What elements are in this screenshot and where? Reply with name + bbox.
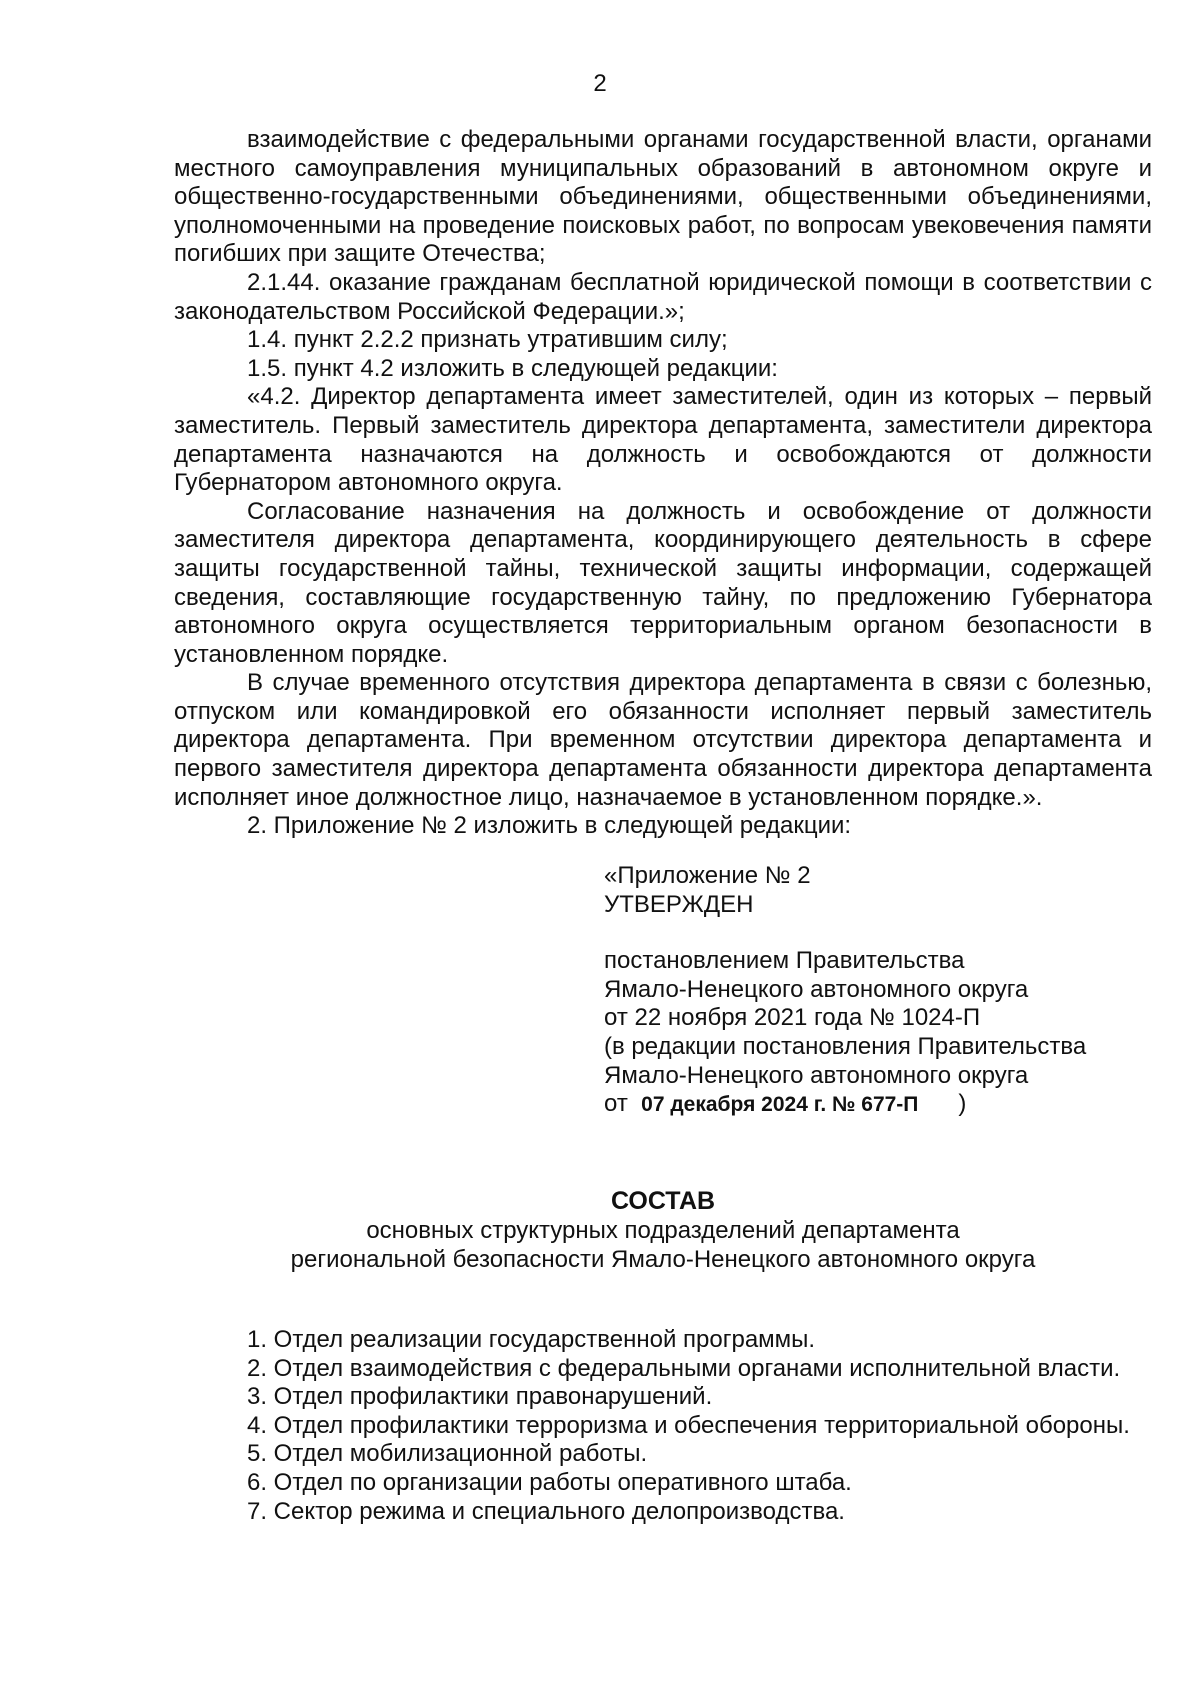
approval-line-4: (в редакции постановления Правительства	[604, 1032, 1087, 1060]
approval-block	[604, 862, 1164, 1120]
list-item: 5. Отдел мобилизационной работы.	[247, 1440, 648, 1468]
amendment-reference: 07 декабря 2024 г. № 677-П	[641, 1093, 919, 1117]
spacer	[604, 919, 1164, 947]
list-item: 4. Отдел профилактики терроризма и обеспечения территориальной обороны.	[247, 1411, 1130, 1439]
paragraph-2-1-44: 2.1.44. оказание гражданам бесплатной юридической помощи в соответствии с законодательством Российской Федерации.»;	[174, 268, 1152, 325]
approval-line-3: от 22 ноября 2021 года № 1024-П	[604, 1004, 981, 1032]
subtitle-line-1: основных структурных подразделений департамента	[366, 1217, 960, 1244]
document-heading: СОСТАВ	[610, 1187, 716, 1215]
paragraph-1-5: 1.5. пункт 4.2 изложить в следующей редакции:	[247, 354, 778, 382]
list-item: 7. Сектор режима и специального делопроизводства.	[247, 1497, 845, 1525]
page-number: 2	[593, 70, 607, 97]
list-item: 3. Отдел профилактики правонарушений.	[247, 1383, 713, 1411]
list-item: 1. Отдел реализации государственной программы.	[247, 1326, 816, 1353]
list-item: 2. Отдел взаимодействия с федеральными органами исполнительной власти.	[247, 1354, 1121, 1382]
paragraph-appendix-2: 2. Приложение № 2 изложить в следующей редакции:	[247, 812, 852, 840]
approved-label: УТВЕРЖДЕН	[604, 890, 754, 918]
department-list	[174, 1326, 1152, 1526]
from-prefix: от	[604, 1090, 628, 1118]
paragraph-interaction: взаимодействие с федеральными органами государственной власти, органами местного самоуправления муниципальных образований в автономном округе и общественно-государственными объединениями, общественными объединениями, уполномоченными на проведение поисковых работ, по вопросам увековечения памяти погибших при защите Отечества;	[174, 126, 1152, 268]
approval-line-1: постановлением Правительства	[604, 947, 965, 975]
paragraph-approval-procedure: Согласование назначения на должность и освобождение от должности заместителя директора департамента, координирующего деятельность в сфере защиты государственной тайны, технической защиты информации, содержащей сведения, составляющие государственную тайну, по предложению Губернатора автономного округа осуществляется территориальным органом безопасности в установленном порядке.	[174, 497, 1152, 668]
appendix-label: «Приложение № 2	[604, 862, 811, 889]
paragraph-4-2: «4.2. Директор департамента имеет заместителей, один из которых – первый заместитель. Первый заместитель директора департамента, заместители директора департамента назначаются на должность и освобождаются от должности Губернатором автономного округа.	[174, 383, 1152, 497]
subtitle-line-2: региональной безопасности Ямало-Ненецкого автономного округа	[290, 1245, 1036, 1273]
approval-line-5: Ямало-Ненецкого автономного округа	[604, 1061, 1029, 1089]
approval-line-2: Ямало-Ненецкого автономного округа	[604, 975, 1029, 1003]
title-block	[174, 1185, 1152, 1274]
approval-line-6	[604, 1090, 1164, 1120]
paragraph-temporary-absence: В случае временного отсутствия директора департамента в связи с болезнью, отпуском или командировкой его обязанности исполняет первый заместитель директора департамента. При временном отсутствии директора департамента и первого заместителя директора департамента обязанности директора департамента исполняет иное должностное лицо, назначаемое в установленном порядке.».	[174, 669, 1152, 811]
body-text	[174, 126, 1152, 841]
closing-paren: )	[958, 1090, 967, 1118]
list-item: 6. Отдел по организации работы оперативного штаба.	[247, 1468, 852, 1496]
paragraph-1-4: 1.4. пункт 2.2.2 признать утратившим силу;	[247, 326, 728, 354]
